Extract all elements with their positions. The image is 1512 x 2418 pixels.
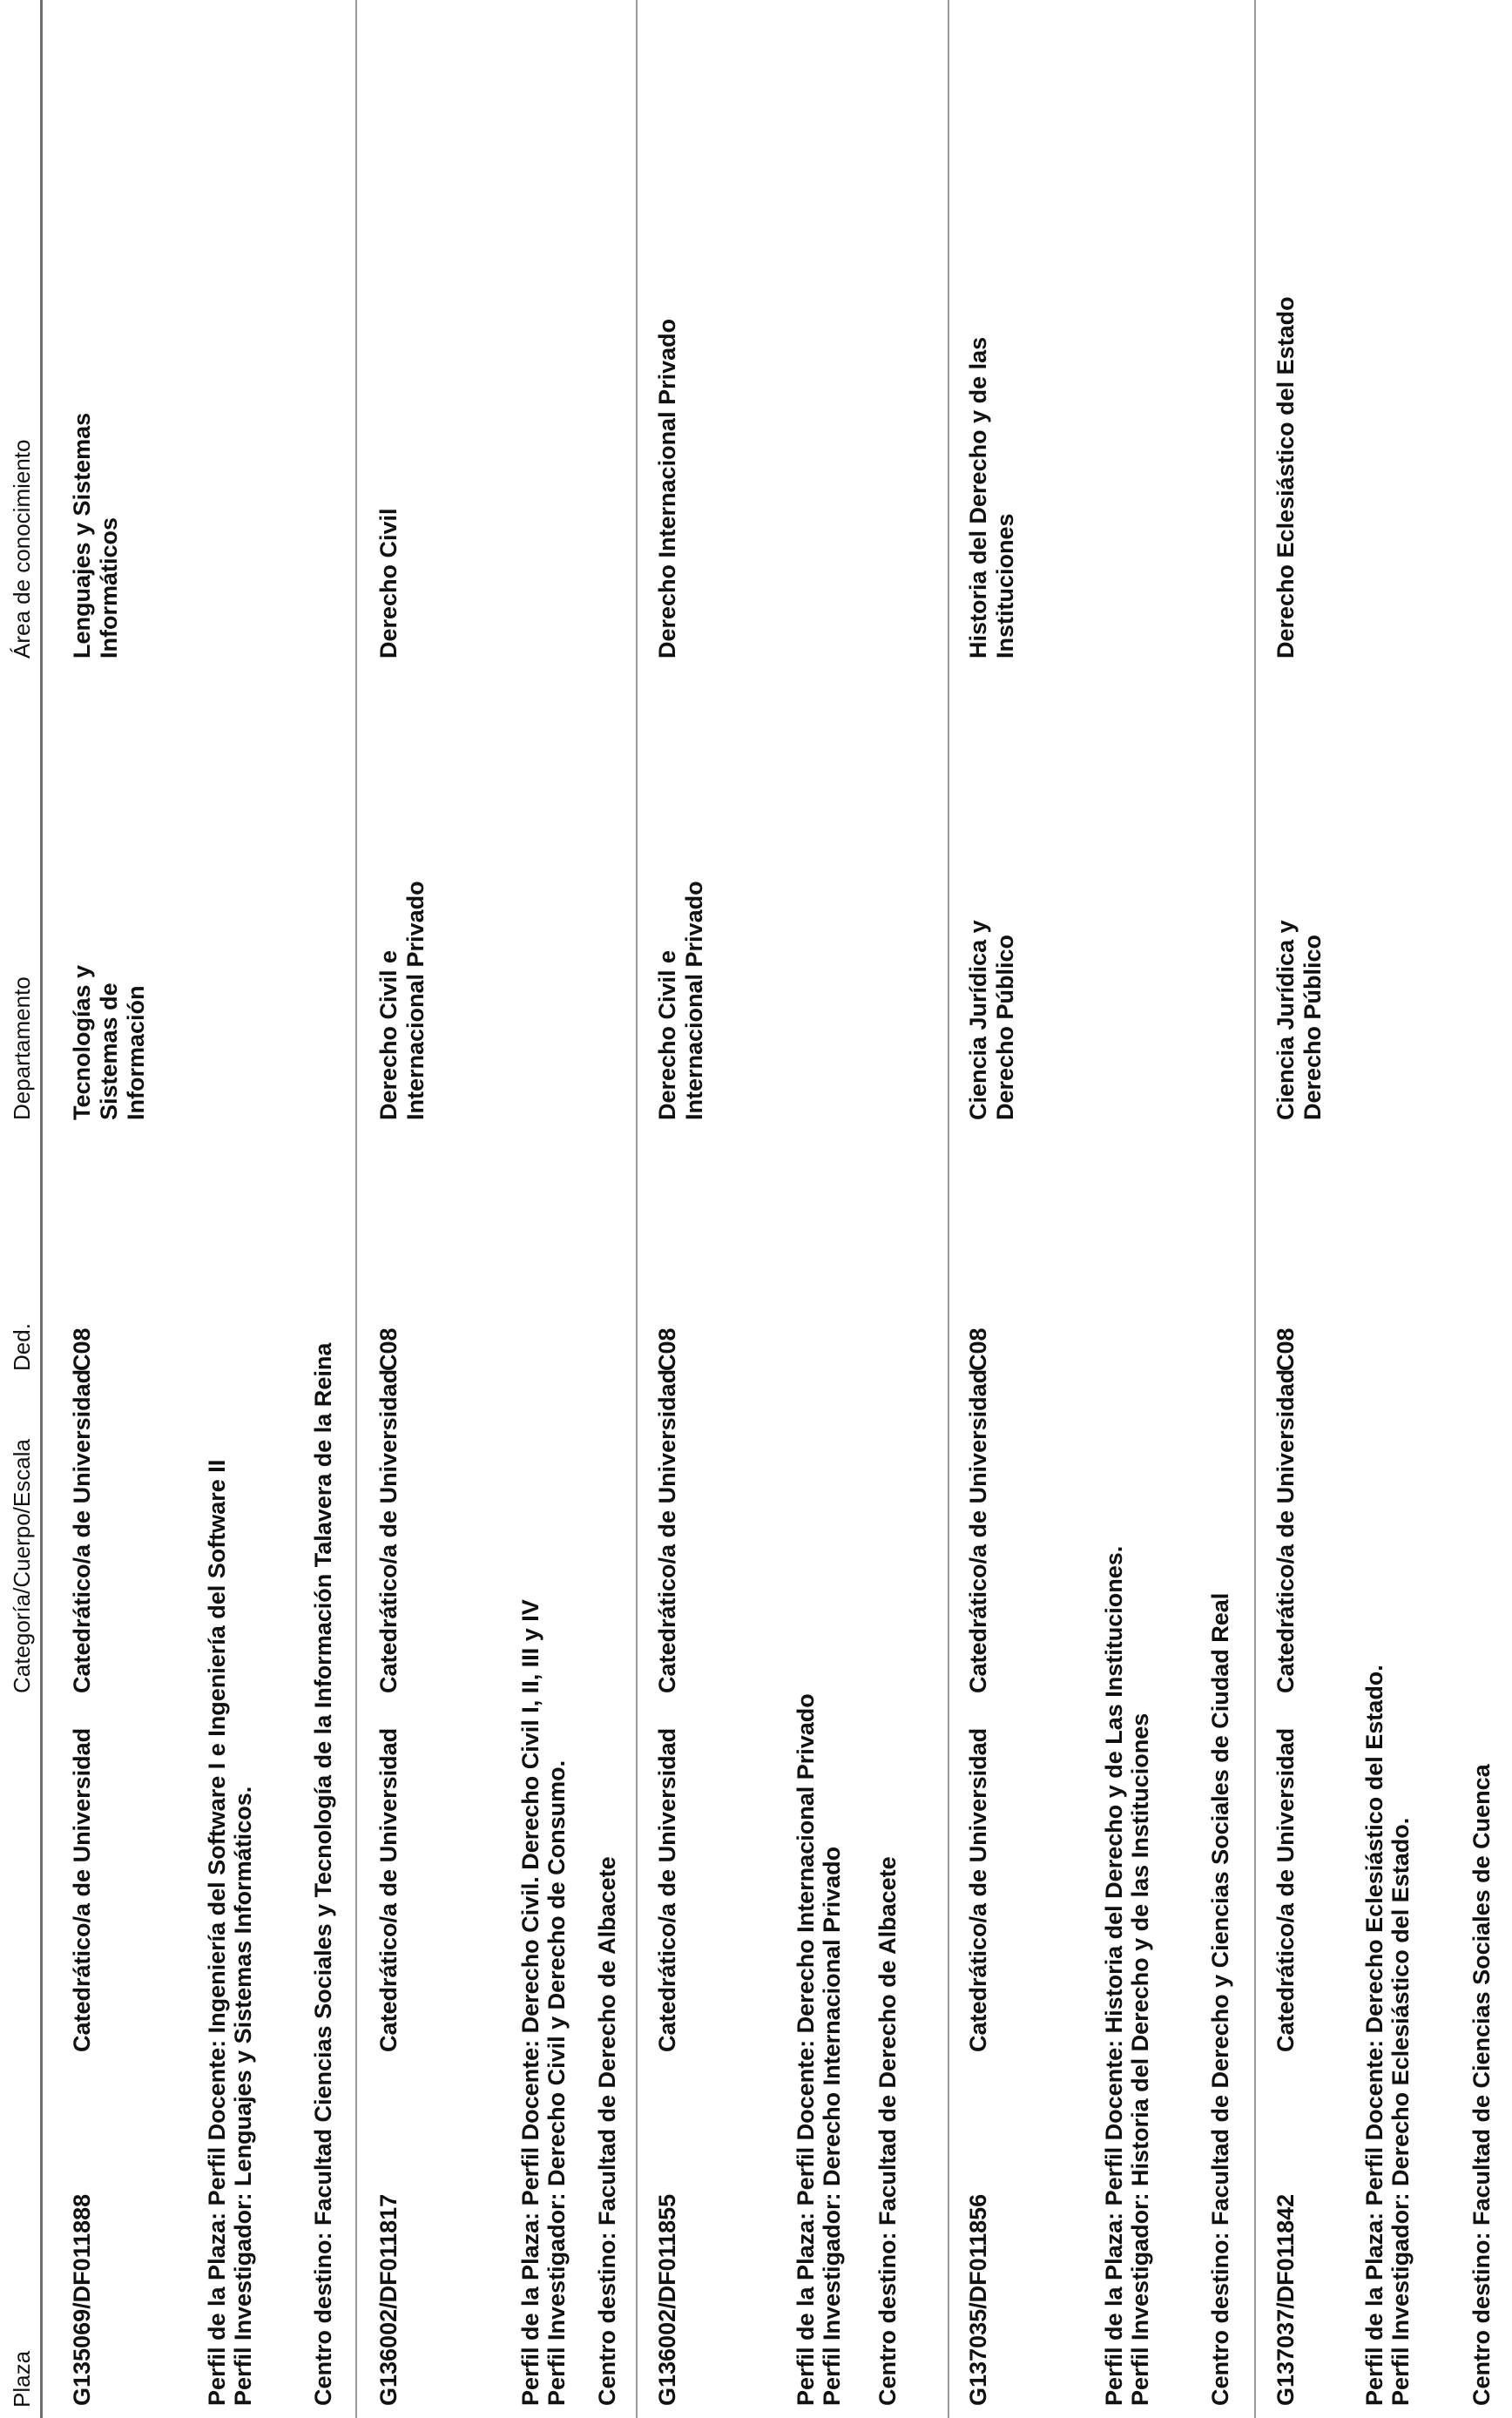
area-line: Derecho Civil bbox=[375, 508, 402, 659]
perfil-docente: Perfil de la Plaza: Perfil Docente: Derecho Eclesiástico del Estado. bbox=[1361, 1665, 1387, 2406]
dedication-code: C08 bbox=[69, 1327, 95, 1371]
header-departamento: Departamento bbox=[9, 976, 35, 1120]
department-line: Derecho Público bbox=[1299, 934, 1326, 1120]
dedication-code: C08 bbox=[965, 1327, 991, 1371]
header-ded: Ded. bbox=[9, 1323, 35, 1371]
perfil-investigador: Perfil Investigador: Derecho Eclesiástico del Estado. bbox=[1387, 1817, 1414, 2406]
centro-destino: Centro destino: Facultad de Ciencias Sociales de Cuenca bbox=[1468, 1764, 1495, 2406]
centro-destino: Centro destino: Facultad de Derecho y Ciencias Sociales de Ciudad Real bbox=[1207, 1592, 1233, 2406]
dedication-code: C08 bbox=[375, 1327, 402, 1371]
centro-destino: Centro destino: Facultad Ciencias Sociales y Tecnología de la Información Talavera de la Reina bbox=[310, 1342, 336, 2406]
perfil-investigador: Perfil Investigador: Derecho Civil y Derecho de Consumo. bbox=[543, 1759, 570, 2406]
area-line: Instituciones bbox=[992, 513, 1018, 659]
perfil-docente: Perfil de la Plaza: Perfil Docente: Ingeniería del Software I e Ingeniería del Software II bbox=[204, 1459, 230, 2406]
category-text: Catedrático/a de Universidad bbox=[654, 1727, 680, 2052]
category-text: Catedrático/a de Universidad bbox=[375, 1368, 402, 1693]
header-plaza: Plaza bbox=[9, 2350, 35, 2408]
perfil-investigador: Perfil Investigador: Lenguajes y Sistemas Informáticos. bbox=[230, 1786, 256, 2406]
perfil-docente: Perfil de la Plaza: Perfil Docente: Historia del Derecho y de Las Instituciones. bbox=[1101, 1545, 1127, 2406]
department-line: Sistemas de bbox=[96, 983, 122, 1120]
department-line: Derecho Civil e bbox=[375, 949, 402, 1120]
plaza-code: G136002/DF011817 bbox=[375, 2193, 402, 2406]
centro-destino: Centro destino: Facultad de Derecho de Albacete bbox=[594, 1856, 620, 2406]
perfil-docente: Perfil de la Plaza: Perfil Docente: Derecho Civil. Derecho Civil I, II, III y IV bbox=[517, 1599, 543, 2406]
centro-destino: Centro destino: Facultad de Derecho de Albacete bbox=[874, 1856, 901, 2406]
perfil-investigador: Perfil Investigador: Historia del Derecho y de las Instituciones bbox=[1127, 1712, 1153, 2406]
area-line: Informáticos bbox=[96, 517, 122, 659]
perfil-docente: Perfil de la Plaza: Perfil Docente: Derecho Internacional Privado bbox=[793, 1693, 819, 2406]
category-text: Catedrático/a de Universidad bbox=[965, 1368, 991, 1693]
department-line: Ciencia Jurídica y bbox=[965, 920, 991, 1120]
category-text: Catedrático/a de Universidad bbox=[1272, 1727, 1299, 2052]
header-area: Área de conocimiento bbox=[9, 439, 35, 659]
area-line: Historia del Derecho y de las bbox=[965, 336, 991, 659]
plaza-code: G137035/DF011856 bbox=[965, 2193, 991, 2406]
plaza-code: G135069/DF011888 bbox=[69, 2193, 95, 2406]
category-text: Catedrático/a de Universidad bbox=[965, 1727, 991, 2052]
plaza-code: G136002/DF011855 bbox=[654, 2193, 680, 2406]
area-line: Derecho Eclesiástico del Estado bbox=[1272, 296, 1299, 659]
department-line: Ciencia Jurídica y bbox=[1272, 920, 1299, 1120]
header-categoria: Categoría/Cuerpo/Escala bbox=[9, 1439, 35, 1693]
row-divider bbox=[636, 0, 638, 2418]
plaza-code: G137037/DF011842 bbox=[1272, 2193, 1299, 2406]
row-divider bbox=[1254, 0, 1256, 2418]
department-line: Derecho Público bbox=[992, 934, 1018, 1120]
category-text: Catedrático/a de Universidad bbox=[375, 1727, 402, 2052]
category-text: Catedrático/a de Universidad bbox=[69, 1727, 95, 2052]
row-divider bbox=[355, 0, 357, 2418]
category-text: Catedrático/a de Universidad bbox=[1272, 1368, 1299, 1693]
department-line: Internacional Privado bbox=[402, 881, 429, 1120]
row-divider bbox=[948, 0, 949, 2418]
category-text: Catedrático/a de Universidad bbox=[69, 1368, 95, 1693]
area-line: Derecho Internacional Privado bbox=[654, 318, 680, 659]
area-line: Lenguajes y Sistemas bbox=[69, 412, 95, 659]
header-rule bbox=[40, 0, 43, 2418]
department-line: Derecho Civil e bbox=[654, 949, 680, 1120]
department-line: Información bbox=[123, 985, 149, 1120]
department-line: Tecnologías y bbox=[69, 964, 95, 1120]
dedication-code: C08 bbox=[1272, 1327, 1299, 1371]
department-line: Internacional Privado bbox=[681, 881, 707, 1120]
dedication-code: C08 bbox=[654, 1327, 680, 1371]
category-text: Catedrático/a de Universidad bbox=[654, 1368, 680, 1693]
perfil-investigador: Perfil Investigador: Derecho Internacional Privado bbox=[819, 1846, 845, 2406]
